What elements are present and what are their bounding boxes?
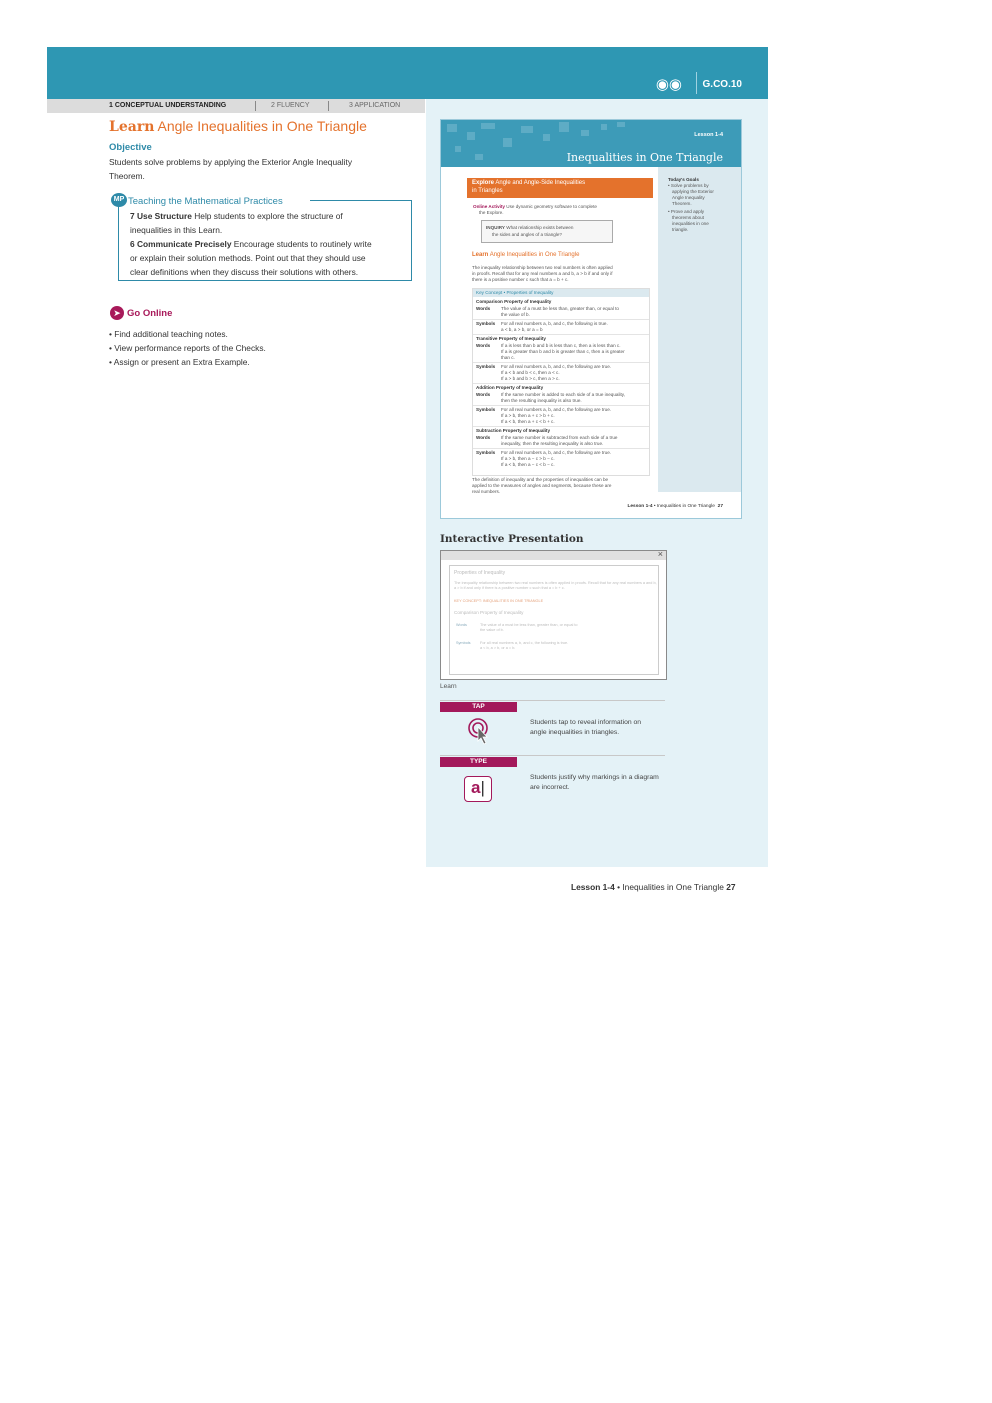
goal-line: • Solve problems by [668, 183, 709, 188]
explore-title-line2: in Triangles [472, 188, 503, 194]
people-group-icon: ◉◉ [655, 76, 682, 93]
symbols-label: Symbols [476, 321, 496, 326]
inquiry-text-line2: the sides and angles of a triangle? [492, 232, 562, 237]
intro-line: The inequality relationship between two real numbers is often applied [472, 265, 613, 270]
footer-separator: • [614, 882, 623, 892]
objective-line1: Students solve problems by applying the Exterior Angle Inequality [109, 157, 353, 167]
type-glyph: a [471, 778, 481, 797]
slide-text: a > b if and only if there is a positive number c such that a = b + c. [454, 586, 565, 590]
online-activity [473, 204, 597, 210]
property-text: the value of b. [501, 312, 530, 317]
online-activity-text: Use dynamic geometry software to complete [506, 204, 597, 209]
property-text: If the same number is subtracted from each side of a true [501, 435, 618, 440]
tap-hand-icon [467, 717, 491, 747]
student-footer-title: • Inequalities in One Triangle [652, 504, 715, 509]
student-footer-page: 27 [717, 504, 723, 509]
type-text-icon: a| [464, 776, 492, 802]
presentation-screenshot [440, 550, 667, 680]
words-label: Words [476, 343, 491, 348]
tap-tag: TAP [440, 702, 517, 712]
property-text: If a < b, then a + c < b + c. [501, 419, 555, 424]
property-text: If a < b and b < c, then a < c. [501, 370, 560, 375]
property-text: a < b, a > b, or a = b [501, 327, 543, 332]
property-text: inequality, then the resulting inequality is also true. [501, 441, 604, 446]
practice-item-2-line2: or explain their solution methods. Point out that they should use [130, 253, 366, 263]
practice-item-2-line3: clear definitions when they discuss their solutions with others. [130, 267, 359, 277]
presentation-titlebar [441, 551, 666, 560]
slide-symbols-label[interactable]: Symbols [456, 641, 471, 645]
student-learn-label: Learn [472, 252, 489, 258]
explore-label: Explore [472, 180, 495, 186]
property-text: If the same number is added to each side of a true inequality, [501, 392, 626, 397]
footer-title: Inequalities in One Triangle [622, 882, 724, 892]
goals-heading: Today's Goals [668, 177, 699, 182]
tab-separator [255, 101, 256, 111]
student-page-title: Inequalities in One Triangle [566, 151, 723, 164]
footer-page-number: 27 [726, 882, 736, 892]
goal-line: Angle Inequality [672, 195, 705, 200]
inquiry-box [481, 220, 613, 243]
slide-symbols-text: a < b, a > b, or a = b. [480, 646, 516, 650]
practices-box-top-border [310, 200, 411, 201]
slide-symbols-text: For all real numbers a, b, and c, the following is true. [480, 641, 569, 645]
key-concept-title: Key Concept • Properties of Inequality [476, 290, 554, 295]
go-online-item: • Find additional teaching notes. [109, 329, 228, 339]
online-activity-line2: the Explore. [479, 210, 504, 215]
practice-item-2-label: 6 Communicate Precisely [130, 239, 232, 249]
practice-item-1 [130, 209, 343, 223]
page-title [109, 118, 367, 135]
type-description: are incorrect. [530, 784, 570, 791]
goal-line: theorems about [672, 215, 704, 220]
todays-goals-sidebar [658, 167, 741, 492]
online-activity-label: Online Activity [473, 204, 505, 209]
property-text: For all real numbers a, b, and c, the following are true. [501, 364, 612, 369]
slide-subheading: Comparison Property of Inequality [454, 610, 524, 615]
goal-line: • Prove and apply [668, 209, 705, 214]
go-online-item: • Assign or present an Extra Example. [109, 357, 250, 367]
tab-separator [328, 101, 329, 111]
slide-key-concept: KEY CONCEPT: INEQUALITIES IN ONE TRIANGLE [454, 599, 544, 603]
tap-description: Students tap to reveal information on [530, 719, 642, 726]
closing-line: applied to the measures of angles and segments, because these are [472, 483, 612, 488]
intro-line: in proofs. Recall that for any real numbers a and b, a > b if and only if [472, 271, 613, 276]
type-description: Students justify why markings in a diagram [530, 774, 659, 781]
learn-title-text: Angle Inequalities in One Triangle [157, 118, 367, 134]
footer-lesson: Lesson 1-4 [571, 882, 615, 892]
cursor-click-icon: ➤ [110, 306, 124, 320]
goal-line: applying the Exterior [672, 189, 714, 194]
explore-banner [467, 178, 653, 198]
property-text: If a > b and b > c, then a > c. [501, 376, 560, 381]
slide-words-text: the value of b. [480, 628, 504, 632]
property-text: The value of a must be less than, greater than, or equal to [501, 306, 619, 311]
intro-line: there is a positive number c such that a = b + c. [472, 277, 569, 282]
slide-title: Properties of Inequality [454, 570, 506, 576]
property-text: then the resulting inequality is also true. [501, 398, 582, 403]
objective-line2: Theorem. [109, 171, 145, 181]
presentation-caption: Learn [440, 683, 457, 690]
property-text: If a is greater than b and b is greater than c, then a is greater [501, 349, 625, 354]
goal-line: triangle. [672, 227, 689, 232]
property-heading: Transitive Property of Inequality [476, 336, 546, 341]
divider [440, 755, 665, 756]
lesson-phase-tabs [47, 99, 425, 113]
student-page-lesson: Lesson 1-4 [694, 132, 723, 138]
property-text: For all real numbers a, b, and c, the following is true. [501, 321, 608, 326]
practice-item-1-text: Help students to explore the structure of [191, 211, 343, 221]
tab-application[interactable]: 3 APPLICATION [349, 102, 401, 109]
objective-heading: Objective [109, 142, 152, 153]
close-icon[interactable]: × [657, 549, 663, 559]
goal-line: inequalities in one [672, 221, 709, 226]
student-page-thumbnail [440, 119, 742, 519]
go-online-heading[interactable]: Go Online [127, 308, 173, 319]
practices-heading: Teaching the Mathematical Practices [128, 196, 283, 207]
property-heading: Addition Property of Inequality [476, 385, 544, 390]
property-text: If a is less than b and b is less than c, then a is less than c. [501, 343, 621, 348]
practice-item-1-label: 7 Use Structure [130, 211, 192, 221]
property-text: than c. [501, 355, 515, 360]
property-text: If a > b, then a − c > b − c. [501, 456, 555, 461]
practice-item-2 [130, 237, 372, 251]
property-text: If a > b, then a + c > b + c. [501, 413, 555, 418]
slide-words-label[interactable]: Words [456, 623, 467, 627]
closing-line: The definition of inequality and the properties of inequalities can be [472, 477, 609, 482]
presentation-slide [449, 565, 659, 675]
closing-line: real numbers. [472, 489, 501, 494]
type-tag: TYPE [440, 757, 517, 767]
tap-description: angle inequalities in triangles. [530, 729, 620, 736]
go-online-item: • View performance reports of the Checks. [109, 343, 266, 353]
slide-words-text: The value of a must be less than, greater than, or equal to [480, 623, 578, 627]
learn-label: Learn [109, 119, 155, 135]
property-text: For all real numbers a, b, and c, the following are true. [501, 450, 612, 455]
key-concept-heading [473, 289, 649, 297]
property-text: For all real numbers a, b, and c, the following are true. [501, 407, 612, 412]
symbols-label: Symbols [476, 407, 496, 412]
symbols-label: Symbols [476, 450, 496, 455]
student-learn-title: Angle Inequalities in One Triangle [489, 252, 580, 258]
page-footer [571, 882, 736, 892]
student-learn-heading [472, 252, 579, 258]
words-label: Words [476, 392, 491, 397]
property-heading: Comparison Property of Inequality [476, 299, 552, 304]
header-band [47, 47, 768, 99]
header-divider [696, 72, 697, 94]
interactive-presentation-heading: Interactive Presentation [440, 533, 584, 545]
practice-item-2-text: Encourage students to routinely write [231, 239, 372, 249]
inquiry-text: What relationship exists between [506, 225, 574, 230]
standard-code: G.CO.10 [702, 79, 742, 90]
symbols-label: Symbols [476, 364, 496, 369]
inquiry-label: INQUIRY [486, 225, 505, 230]
student-footer-lesson: Lesson 1-4 [627, 504, 653, 509]
slide-text: The inequality relationship between two real numbers is often applied in proofs. Recall that for any real numbers a and b, [454, 581, 657, 585]
divider [440, 700, 665, 701]
mp-badge-icon: MP [111, 193, 127, 207]
key-concept-box [472, 288, 650, 476]
student-page-footer [627, 504, 723, 509]
practice-item-1-line2: inequalities in this Learn. [130, 225, 223, 235]
words-label: Words [476, 435, 491, 440]
goal-line: Theorem. [672, 201, 692, 206]
property-heading: Subtraction Property of Inequality [476, 428, 551, 433]
tab-conceptual-understanding[interactable]: 1 CONCEPTUAL UNDERSTANDING [109, 102, 227, 109]
tab-fluency[interactable]: 2 FLUENCY [271, 102, 310, 109]
property-text: If a < b, then a − c < b − c. [501, 462, 555, 467]
student-page-header [441, 120, 741, 167]
explore-title: Angle and Angle-Side Inequalities [495, 180, 586, 186]
words-label: Words [476, 306, 491, 311]
